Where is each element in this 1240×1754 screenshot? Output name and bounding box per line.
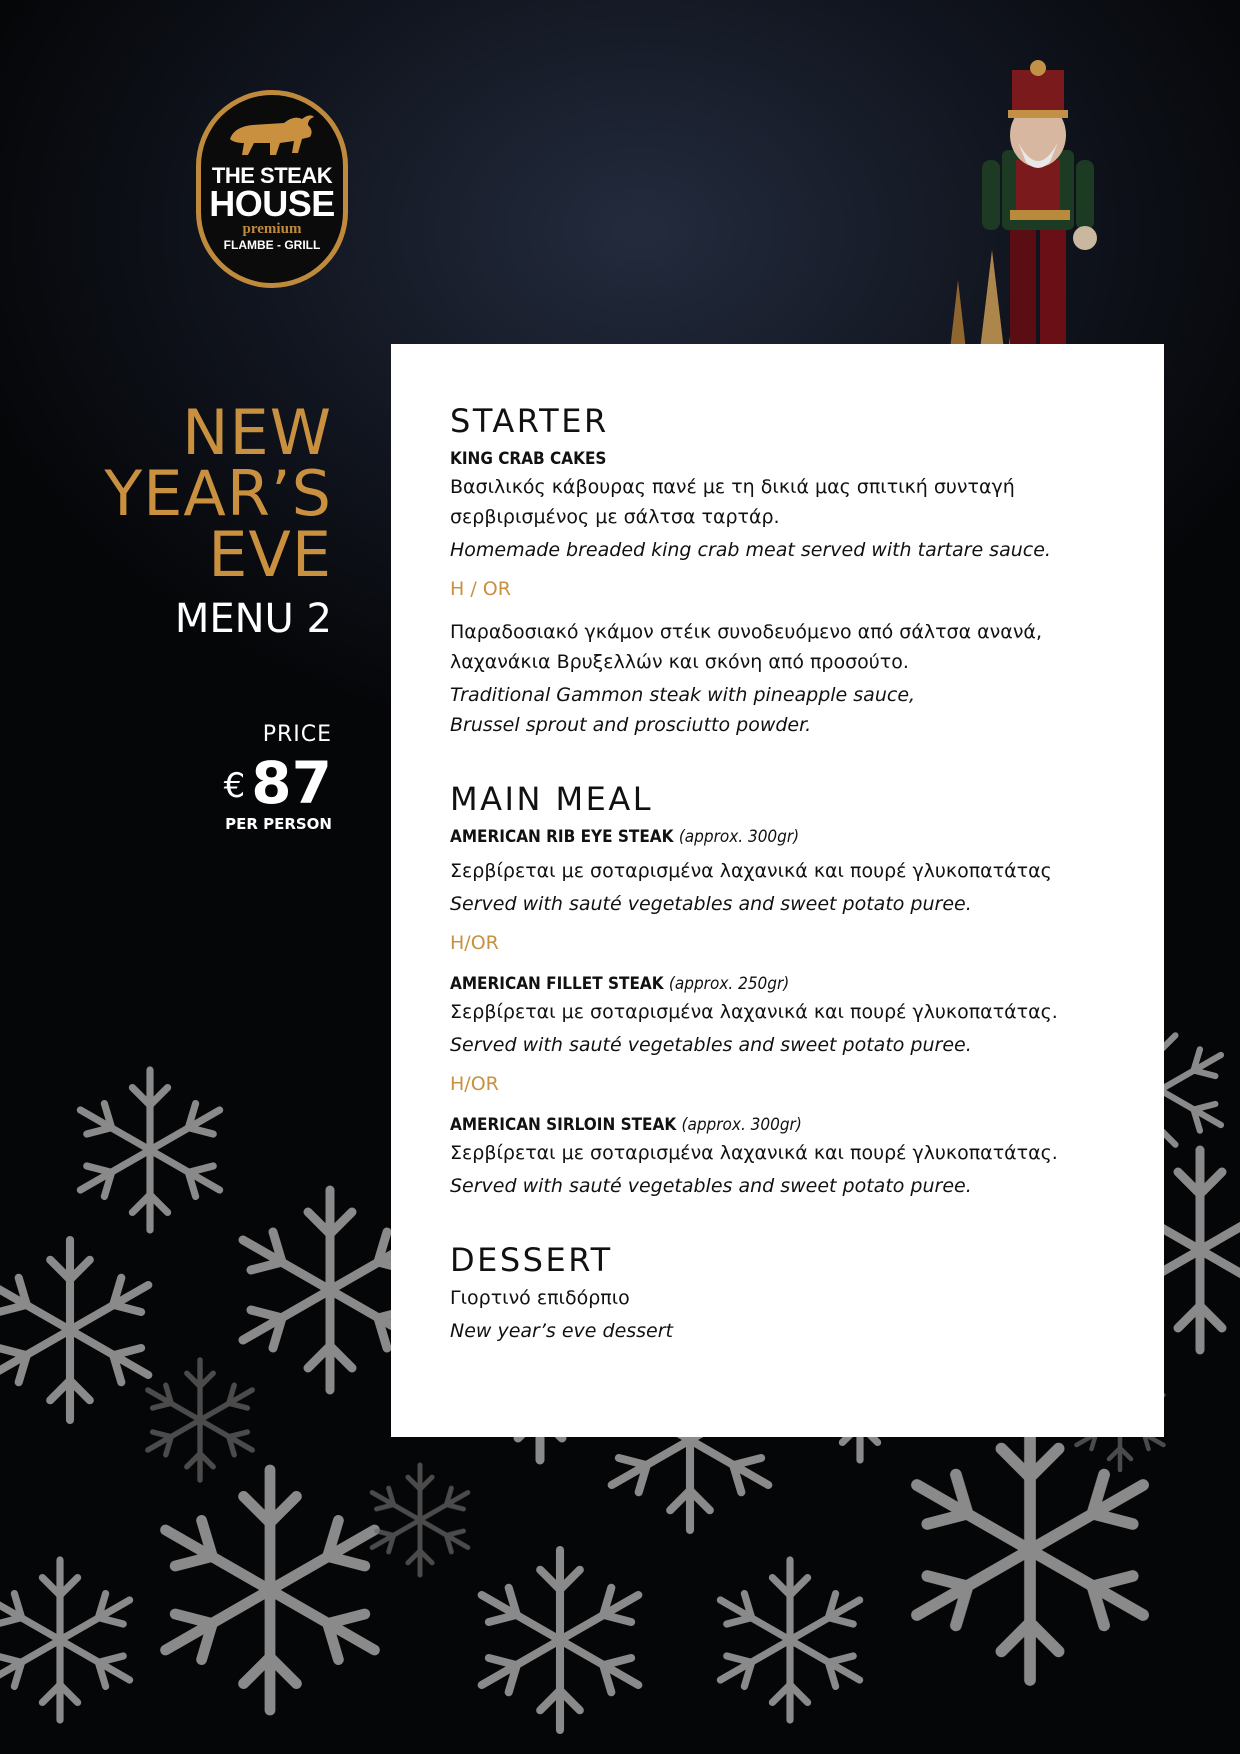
dessert-section <box>450 1241 1124 1346</box>
dish-description-greek: Παραδοσιακό γκάμον στέικ συνοδευόμενο από σάλτσα ανανά, λαχανάκια Βρυξελλών και σκόνη από προσούτο. <box>450 621 1042 673</box>
price-currency: € <box>223 766 246 806</box>
dish-name <box>450 824 1124 850</box>
menu-card <box>391 344 1164 1437</box>
section-title-starter: STARTER <box>450 402 609 440</box>
price-value: 87 <box>251 749 332 817</box>
logo-line-1: THE STEAK <box>211 163 333 188</box>
steakhouse-logo <box>196 90 348 288</box>
dish-description-english: Served with sauté vegetables and sweet potato puree. <box>450 1034 972 1056</box>
dish-description-english: Homemade breaded king crab meat served with tartare sauce. <box>450 539 1051 561</box>
dish-description-english-line: Traditional Gammon steak with pineapple sauce, <box>450 684 916 706</box>
price-line <box>224 749 332 817</box>
dish-weight: (approx. 300gr) <box>678 827 800 847</box>
menu-number: MENU 2 <box>174 596 332 642</box>
dish-description-english-line: Brussel sprout and prosciutto powder. <box>450 714 812 736</box>
dish-description-greek: Γιορτινό επιδόρπιο <box>450 1287 630 1309</box>
dish-name: KING CRAB CAKES <box>450 449 607 469</box>
dish-name-text: AMERICAN RIB EYE STEAK <box>450 827 674 847</box>
logo-line-3: premium <box>242 221 302 237</box>
dish-description-greek: Σερβίρεται με σοταρισμένα λαχανικά και πουρέ γλυκοπατάτας <box>450 860 1052 882</box>
section-title-dessert: DESSERT <box>450 1241 613 1279</box>
price-label: PRICE <box>262 722 332 747</box>
starter-section <box>450 402 1124 740</box>
dish-name-text: AMERICAN SIRLOIN STEAK <box>450 1115 677 1135</box>
dish-description-english: Served with sauté vegetables and sweet potato puree. <box>450 1175 972 1197</box>
dish-name-text: AMERICAN FILLET STEAK <box>450 974 664 994</box>
nutcracker-decoration <box>880 40 1120 350</box>
dish-description-english: New year’s eve dessert <box>450 1320 674 1342</box>
bull-icon <box>224 109 320 161</box>
title-line-1: NEW <box>182 396 332 469</box>
section-title-main: MAIN MEAL <box>450 780 654 818</box>
title-line-3: EVE <box>208 518 332 591</box>
title-line-2: YEAR’S <box>104 457 332 530</box>
price-unit: PER PERSON <box>225 815 332 833</box>
main-meal-section <box>450 780 1124 1201</box>
dish-description-english: Served with sauté vegetables and sweet potato puree. <box>450 893 972 915</box>
or-separator: H / OR <box>450 578 511 600</box>
menu-title <box>104 396 332 643</box>
price-block <box>224 722 332 833</box>
dish-name <box>450 971 1124 997</box>
logo-line-4: FLAMBE - GRILL <box>223 238 321 252</box>
dish-weight: (approx. 250gr) <box>668 974 790 994</box>
dish-description-english <box>450 680 1124 740</box>
dish-description-greek: Σερβίρεται με σοταρισμένα λαχανικά και πουρέ γλυκοπατάτας. <box>450 1001 1058 1023</box>
logo-line-2: HOUSE <box>209 183 335 224</box>
or-separator: H/OR <box>450 1073 499 1095</box>
dish-description-greek: Βασιλικός κάβουρας πανέ με τη δικιά μας σπιτική συνταγή σερβιρισμένος με σάλτσα ταρτάρ. <box>450 476 1015 528</box>
dish-description-greek: Σερβίρεται με σοταρισμένα λαχανικά και πουρέ γλυκοπατάτας. <box>450 1142 1058 1164</box>
dish-name <box>450 1112 1124 1138</box>
dish-weight: (approx. 300gr) <box>681 1115 802 1135</box>
or-separator: H/OR <box>450 932 499 954</box>
